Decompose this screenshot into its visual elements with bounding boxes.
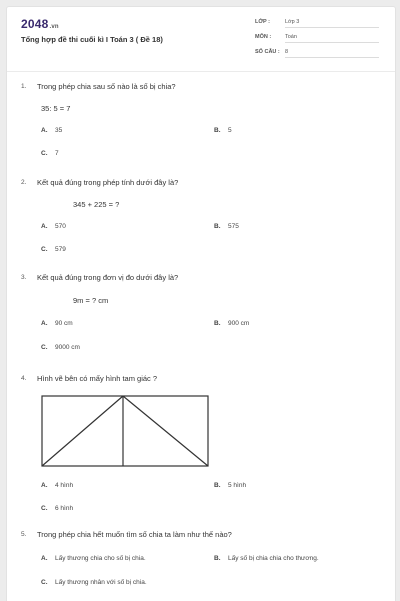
question-number: 2. [21,179,27,186]
option-text: 5 [228,127,232,134]
option-a[interactable] [41,223,66,230]
option-letter: A. [41,482,48,489]
option-text: 579 [55,246,66,253]
option-text: 6 hình [55,505,74,512]
option-b[interactable] [214,482,246,489]
meta-subject-value: Toán [285,34,379,43]
option-letter: C. [41,579,48,586]
exam-header [7,7,395,72]
meta-class-value: Lớp 3 [285,19,379,28]
option-b[interactable] [214,555,319,562]
option-text: 9000 cm [55,344,80,351]
question-number: 1. [21,83,27,90]
option-text: 570 [55,223,66,230]
option-letter: B. [214,555,221,562]
meta-count-value: 8 [285,49,379,58]
option-c[interactable] [41,344,80,351]
question-text: Kết quả đúng trong phép tính dưới đây là? [37,178,179,187]
option-text: Lấy thương chia cho số bị chia. [55,555,146,562]
option-b[interactable] [214,223,239,230]
option-text: 7 [55,150,59,157]
option-a[interactable] [41,555,146,562]
option-a[interactable] [41,320,73,327]
exam-sheet [6,6,396,601]
option-letter: A. [41,555,48,562]
option-letter: A. [41,320,48,327]
option-text: 4 hình [55,482,74,489]
exam-title: Tổng hợp đề thi cuối kì I Toán 3 ( Đề 18) [21,35,163,44]
question-number: 4. [21,375,27,382]
option-letter: A. [41,127,48,134]
option-letter: B. [214,482,221,489]
question-number: 5. [21,531,27,538]
question-text: Trong phép chia sau số nào là số bị chia? [37,82,176,91]
question-expression: 345 + 225 = ? [73,200,120,209]
option-letter: C. [41,246,48,253]
meta-subject-label: MÔN : [255,34,272,40]
option-letter: B. [214,127,221,134]
option-text: Lấy thương nhân với số bị chia. [55,579,147,586]
question-number: 3. [21,274,27,281]
option-c[interactable] [41,150,59,157]
question-expression: 9m = ? cm [73,296,109,305]
option-a[interactable] [41,127,62,134]
question-text: Trong phép chia hết muốn tìm số chia ta làm như thế nào? [37,530,232,539]
question-text: Kết quả đúng trong đơn vị đo dưới đây là? [37,273,179,282]
option-b[interactable] [214,320,249,327]
option-text: 900 cm [228,320,250,327]
option-text: 90 cm [55,320,73,327]
meta-class-label: LỚP : [255,19,270,25]
option-text: 575 [228,223,239,230]
triangle-figure [41,395,209,467]
option-letter: B. [214,223,221,230]
figure-diagonal-left [42,396,123,466]
option-text: Lấy số bị chia chia cho thương. [228,555,319,562]
option-text: 5 hình [228,482,247,489]
meta-count-label: SỐ CÂU : [255,49,280,55]
logo-domain: .vn [49,24,59,30]
option-letter: B. [214,320,221,327]
option-c[interactable] [41,505,73,512]
question-text: Hình vẽ bên có mấy hình tam giác ? [37,374,158,383]
option-text: 35 [55,127,63,134]
option-letter: C. [41,505,48,512]
figure-outer-rect [42,396,208,466]
logo-text: 2048 [21,17,49,31]
option-letter: C. [41,150,48,157]
site-logo[interactable] [21,17,59,31]
option-letter: A. [41,223,48,230]
question-expression: 35: 5 = 7 [41,104,71,113]
option-b[interactable] [214,127,232,134]
option-c[interactable] [41,246,66,253]
option-a[interactable] [41,482,73,489]
option-letter: C. [41,344,48,351]
figure-diagonal-right [123,396,208,466]
option-c[interactable] [41,579,147,586]
